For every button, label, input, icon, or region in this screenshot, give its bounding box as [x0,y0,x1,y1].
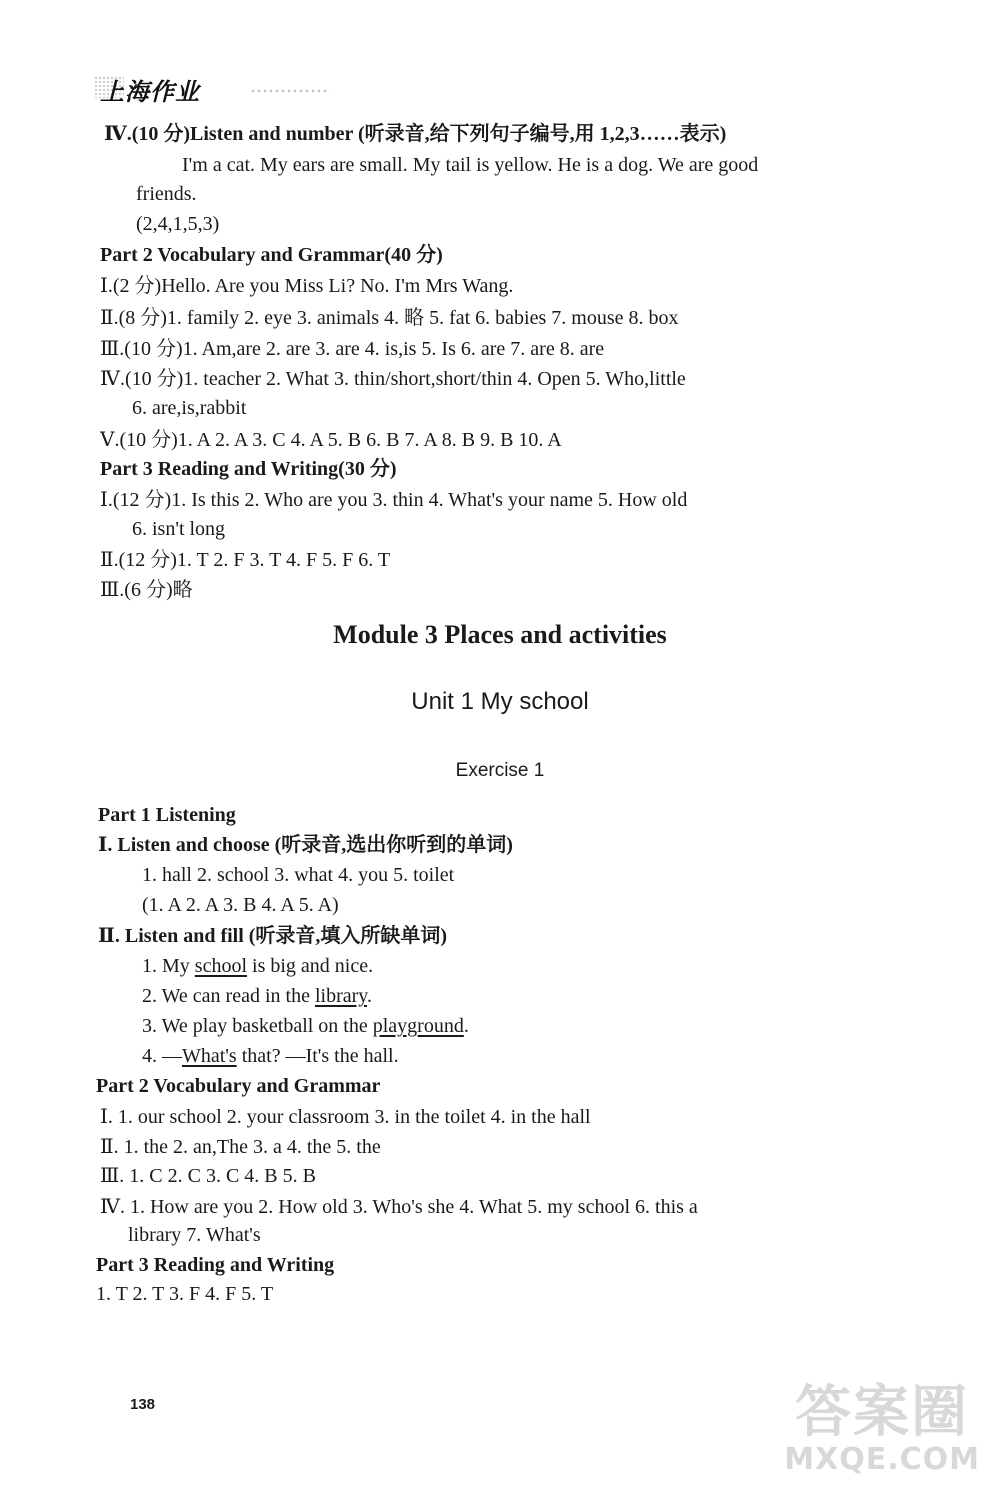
part3-ii-answer: Ⅱ.(12 分)1. T 2. F 3. T 4. F 5. F 6. T [100,549,391,571]
ex1-listen-choose-words: 1. hall 2. school 3. what 4. you 5. toilet [142,864,455,886]
ex1-listen-choose-heading: Ⅰ. Listen and choose (听录音,选出你听到的单词) [98,834,513,856]
fill-sentence-text: . [366,985,372,1007]
ex1-listen-fill-heading: Ⅱ. Listen and fill (听录音,填入所缺单词) [98,925,448,947]
fill-sentence-text: that? —It's the hall. [236,1045,399,1067]
fill-sentence-text: . [463,1015,469,1037]
iv-transcript-line-1: I'm a cat. My ears are small. My tail is yellow. He is a dog. We are good [182,154,759,176]
fill-sentence-text: 3. We play basketball on the [142,1015,373,1037]
part3-heading: Part 3 Reading and Writing(30 分) [100,458,397,480]
part2-iv-answer-line-2: 6. are,is,rabbit [132,397,247,419]
heading-text: Ⅳ.(10 分)Listen and number (听录音,给下列句子编号,用 1,2,3……表示) [104,123,727,145]
book-series-logo: 上海作业 [100,72,200,107]
part2-iii-answer: Ⅲ.(10 分)1. Am,are 2. are 3. are 4. is,is 5. Is 6. are 7. are 8. are [100,338,605,360]
fill-sentence-text: 2. We can read in the [142,985,315,1007]
fill-answer-word: What's [182,1045,237,1067]
section-iv-heading [104,121,726,147]
fill-answer-word: library [314,985,367,1007]
module-title: Module 3 Places and activities [333,620,667,649]
part2-v-answer: Ⅴ.(10 分)1. A 2. A 3. C 4. A 5. B 6. B 7. A 8. B 9. B 10. A [100,429,562,451]
part2-heading: Part 2 Vocabulary and Grammar(40 分) [100,244,443,266]
fill-sentence-3 [142,1013,469,1039]
part3-i-answer-line-2: 6. isn't long [132,518,226,540]
ex1-vocab-iv-line-1: Ⅳ. 1. How are you 2. How old 3. Who's she 4. What 5. my school 6. this a [100,1196,698,1218]
fill-sentence-4 [142,1043,399,1069]
ex1-reading-writing-answers: 1. T 2. T 3. F 4. F 5. T [96,1283,274,1305]
watermark [784,1380,980,1477]
part2-iv-answer-line-1: Ⅳ.(10 分)1. teacher 2. What 3. thin/short,short/thin 4. Open 5. Who,little [100,368,686,390]
ex1-vocab-iii: Ⅲ. 1. C 2. C 3. C 4. B 5. B [100,1165,316,1187]
unit-title: Unit 1 My school [411,688,589,715]
iv-answer-order: (2,4,1,5,3) [136,213,220,235]
watermark-url: MXQE.COM [784,1442,980,1477]
fill-sentence-2 [142,983,372,1009]
fill-sentence-1 [142,953,373,979]
fill-sentence-text: 1. My [142,955,195,977]
ex1-part1-heading: Part 1 Listening [98,804,236,826]
fill-answer-word: playground [372,1015,464,1037]
ex1-listen-choose-answers: (1. A 2. A 3. B 4. A 5. A) [142,894,339,916]
exercise-title: Exercise 1 [455,760,545,781]
part3-i-answer-line-1: Ⅰ.(12 分)1. Is this 2. Who are you 3. thin 4. What's your name 5. How old [100,489,688,511]
part2-ii-answer: Ⅱ.(8 分)1. family 2. eye 3. animals 4. 略 5. fat 6. babies 7. mouse 8. box [100,307,679,329]
fill-sentence-text: 4. — [142,1045,182,1067]
fill-answer-word: school [194,955,248,977]
header-decoration [250,88,330,94]
ex1-vocab-iv-line-2: library 7. What's [128,1224,261,1246]
page-number: 138 [130,1396,156,1413]
watermark-text: 答案圈 [795,1380,970,1445]
iv-transcript-line-2: friends. [136,183,197,205]
fill-sentence-text: is big and nice. [247,955,374,977]
part3-iii-answer: Ⅲ.(6 分)略 [100,579,193,601]
ex1-vocab-ii: Ⅱ. 1. the 2. an,The 3. a 4. the 5. the [100,1136,381,1158]
part2-i-answer: Ⅰ.(2 分)Hello. Are you Miss Li? No. I'm Mrs Wang. [100,275,514,297]
ex1-vocab-i: Ⅰ. 1. our school 2. your classroom 3. in the toilet 4. in the hall [100,1106,591,1128]
ex1-part3-heading: Part 3 Reading and Writing [96,1254,335,1276]
ex1-part2-heading: Part 2 Vocabulary and Grammar [96,1075,381,1097]
